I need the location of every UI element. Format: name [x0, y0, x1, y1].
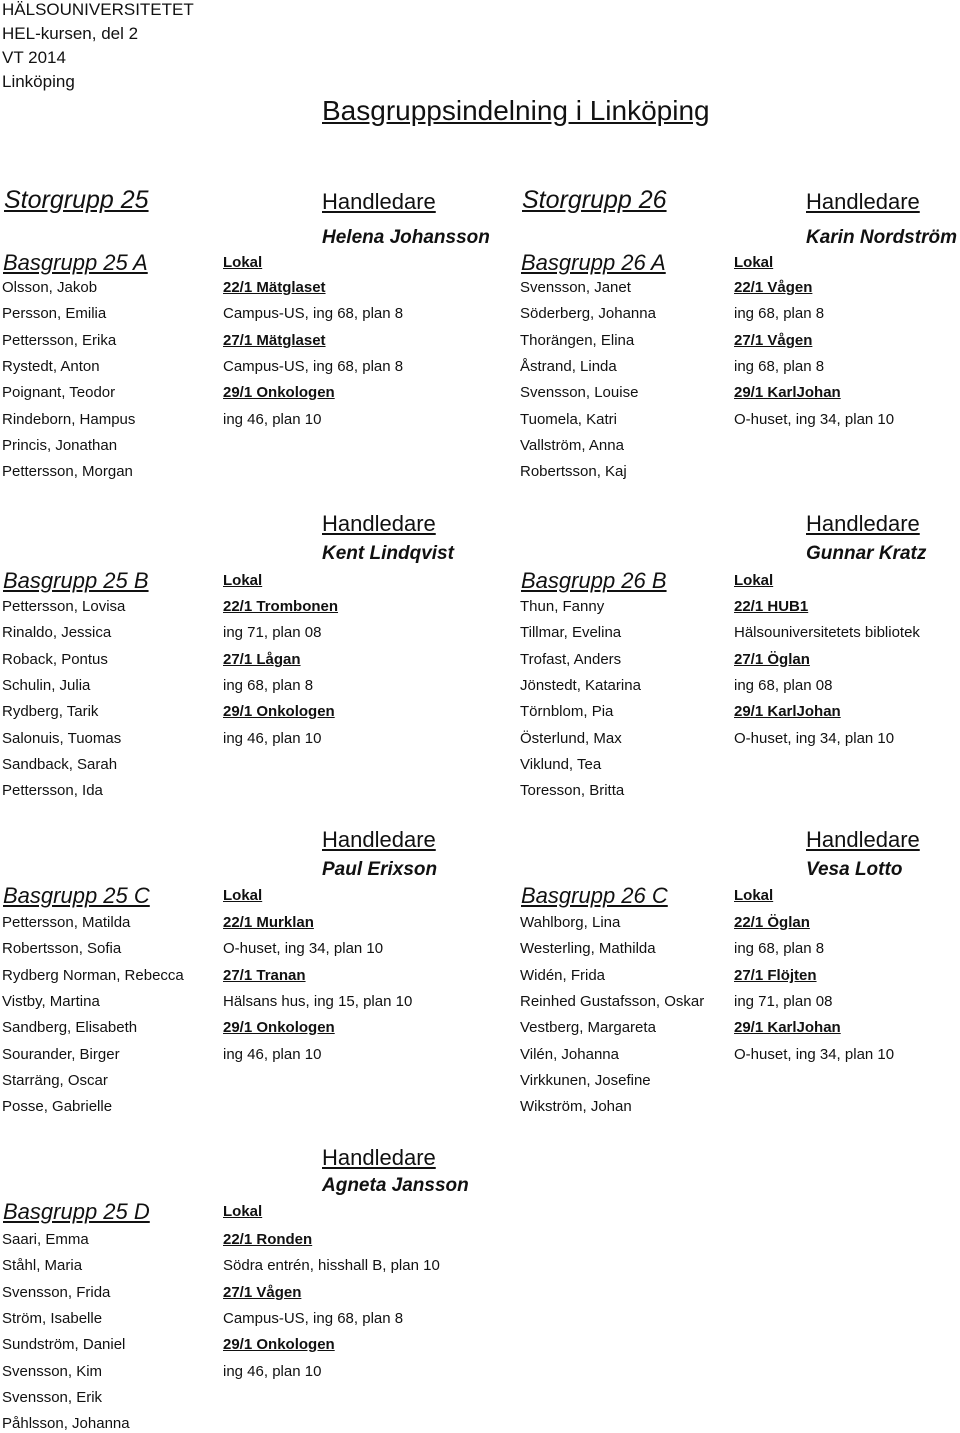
handledare-name: Paul Erixson	[322, 859, 438, 880]
lokal-entry: 29/1 Onkologen	[223, 384, 335, 401]
member-name: Sandback, Sarah	[2, 756, 118, 773]
lokal-entry: 29/1 Onkologen	[223, 1019, 335, 1036]
member-name: Pettersson, Morgan	[2, 463, 133, 480]
basgrupp-heading: Basgrupp 26 A	[521, 250, 666, 275]
lokal-entry: ing 68, plan 8	[223, 677, 314, 694]
lokal-entry: 29/1 KarlJohan	[734, 384, 841, 401]
page-title: Basgruppsindelning i Linköping	[322, 95, 710, 126]
lokal-entry: 22/1 Murklan	[223, 914, 314, 931]
lokal-heading: Lokal	[223, 887, 263, 904]
member-name: Princis, Jonathan	[2, 437, 118, 454]
lokal-entry: 29/1 KarlJohan	[734, 1019, 841, 1036]
lokal-entry: Södra entrén, hisshall B, plan 10	[223, 1257, 440, 1274]
lokal-entry: 22/1 Öglan	[734, 914, 810, 931]
member-name: Jönstedt, Katarina	[520, 677, 641, 694]
member-name: Posse, Gabrielle	[2, 1098, 113, 1115]
lokal-entry: 22/1 Ronden	[223, 1231, 313, 1248]
member-name: Sandberg, Elisabeth	[2, 1019, 138, 1036]
lokal-entry: 29/1 KarlJohan	[734, 703, 841, 720]
lokal-entry: ing 71, plan 08	[734, 993, 833, 1010]
lokal-entry: Campus-US, ing 68, plan 8	[223, 305, 404, 322]
member-name: Widén, Frida	[520, 967, 606, 984]
lokal-entry: 22/1 Trombonen	[223, 598, 339, 615]
lokal-entry: 27/1 Mätglaset	[223, 332, 326, 349]
member-name: Rydberg Norman, Rebecca	[2, 967, 184, 984]
member-name: Reinhed Gustafsson, Oskar	[520, 993, 705, 1010]
member-name: Salonuis, Tuomas	[2, 730, 122, 747]
lokal-entry: 27/1 Vågen	[223, 1284, 302, 1301]
lokal-heading: Lokal	[734, 887, 774, 904]
member-name: Pettersson, Matilda	[2, 914, 131, 931]
handledare-name: Gunnar Kratz	[806, 543, 927, 564]
member-name: Trofast, Anders	[520, 651, 622, 668]
handledare-label: Handledare	[322, 189, 436, 214]
lokal-heading: Lokal	[734, 254, 774, 271]
member-name: Österlund, Max	[520, 730, 622, 747]
lokal-entry: 22/1 Vågen	[734, 279, 813, 296]
member-name: Robertsson, Sofia	[2, 940, 122, 957]
basgrupp-heading: Basgrupp 25 B	[3, 568, 149, 593]
member-name: Pettersson, Erika	[2, 332, 117, 349]
lokal-entry: ing 71, plan 08	[223, 624, 322, 641]
lokal-entry: Hälsouniversitetets bibliotek	[734, 624, 920, 641]
member-name: Ström, Isabelle	[2, 1310, 103, 1327]
handledare-label: Handledare	[322, 827, 436, 852]
basgrupp-heading: Basgrupp 25 C	[3, 883, 150, 908]
lokal-entry: O-huset, ing 34, plan 10	[734, 1046, 895, 1063]
member-name: Åstrand, Linda	[520, 358, 617, 375]
university-name: HÄLSOUNIVERSITETET	[2, 0, 194, 19]
member-name: Svensson, Frida	[2, 1284, 111, 1301]
lokal-entry: ing 46, plan 10	[223, 730, 322, 747]
member-name: Wahlborg, Lina	[520, 914, 621, 931]
term: VT 2014	[2, 48, 66, 67]
member-name: Tillmar, Evelina	[520, 624, 622, 641]
member-name: Olsson, Jakob	[2, 279, 98, 296]
basgrupp-heading: Basgrupp 26 B	[521, 568, 667, 593]
lokal-entry: ing 68, plan 8	[734, 358, 825, 375]
lokal-entry: 27/1 Tranan	[223, 967, 306, 984]
member-name: Rystedt, Anton	[2, 358, 100, 375]
handledare-label: Handledare	[806, 511, 920, 536]
member-name: Thun, Fanny	[520, 598, 605, 615]
lokal-entry: 27/1 Lågan	[223, 651, 301, 668]
member-name: Sourander, Birger	[2, 1046, 120, 1063]
member-name: Söderberg, Johanna	[520, 305, 656, 322]
member-name: Vistby, Martina	[2, 993, 100, 1010]
lokal-entry: Campus-US, ing 68, plan 8	[223, 1310, 404, 1327]
member-name: Schulin, Julia	[2, 677, 91, 694]
member-name: Persson, Emilia	[2, 305, 107, 322]
handledare-label: Handledare	[806, 827, 920, 852]
lokal-entry: 22/1 Mätglaset	[223, 279, 326, 296]
lokal-entry: ing 68, plan 8	[734, 940, 825, 957]
member-name: Vestberg, Margareta	[520, 1019, 656, 1036]
handledare-label: Handledare	[806, 189, 920, 214]
basgrupp-heading: Basgrupp 25 D	[3, 1199, 150, 1224]
lokal-entry: O-huset, ing 34, plan 10	[734, 730, 895, 747]
member-name: Poignant, Teodor	[2, 384, 116, 401]
member-name: Vallström, Anna	[520, 437, 624, 454]
handledare-name: Vesa Lotto	[806, 859, 903, 880]
member-name: Virkkunen, Josefine	[520, 1072, 651, 1089]
lokal-entry: O-huset, ing 34, plan 10	[223, 940, 384, 957]
member-name: Rydberg, Tarik	[2, 703, 99, 720]
member-name: Thorängen, Elina	[520, 332, 635, 349]
member-name: Starräng, Oscar	[2, 1072, 108, 1089]
member-name: Rinaldo, Jessica	[2, 624, 112, 641]
handledare-label: Handledare	[322, 1145, 436, 1170]
lokal-entry: Campus-US, ing 68, plan 8	[223, 358, 404, 375]
member-name: Wikström, Johan	[520, 1098, 632, 1115]
member-name: Pettersson, Ida	[2, 782, 103, 799]
member-name: Sundström, Daniel	[2, 1336, 126, 1353]
lokal-entry: ing 68, plan 8	[734, 305, 825, 322]
member-name: Westerling, Mathilda	[520, 940, 656, 957]
city: Linköping	[2, 72, 75, 91]
member-name: Ståhl, Maria	[2, 1257, 83, 1274]
member-name: Svensson, Louise	[520, 384, 639, 401]
course-name: HEL-kursen, del 2	[2, 24, 139, 43]
lokal-entry: ing 46, plan 10	[223, 411, 322, 428]
member-name: Viklund, Tea	[520, 756, 602, 773]
lokal-heading: Lokal	[734, 572, 774, 589]
lokal-entry: 27/1 Vågen	[734, 332, 813, 349]
storgrupp-25-heading: Storgrupp 25	[4, 186, 149, 214]
lokal-entry: 22/1 HUB1	[734, 598, 809, 615]
member-name: Svensson, Kim	[2, 1363, 103, 1380]
member-name: Påhlsson, Johanna	[2, 1415, 130, 1432]
lokal-heading: Lokal	[223, 254, 263, 271]
member-name: Toresson, Britta	[520, 782, 625, 799]
member-name: Pettersson, Lovisa	[2, 598, 126, 615]
handledare-name: Karin Nordström	[806, 227, 957, 248]
member-name: Tuomela, Katri	[520, 411, 617, 428]
lokal-entry: 27/1 Flöjten	[734, 967, 817, 984]
member-name: Svensson, Janet	[520, 279, 631, 296]
lokal-entry: ing 46, plan 10	[223, 1363, 322, 1380]
handledare-name: Kent Lindqvist	[322, 543, 454, 564]
lokal-entry: 27/1 Öglan	[734, 651, 810, 668]
member-name: Rindeborn, Hampus	[2, 411, 136, 428]
lokal-entry: 29/1 Onkologen	[223, 703, 335, 720]
lokal-entry: ing 46, plan 10	[223, 1046, 322, 1063]
lokal-entry: O-huset, ing 34, plan 10	[734, 411, 895, 428]
lokal-entry: ing 68, plan 08	[734, 677, 833, 694]
member-name: Törnblom, Pia	[520, 703, 614, 720]
basgrupp-heading: Basgrupp 25 A	[3, 250, 148, 275]
storgrupp-26-heading: Storgrupp 26	[522, 186, 667, 214]
basgrupp-heading: Basgrupp 26 C	[521, 883, 668, 908]
member-name: Saari, Emma	[2, 1231, 89, 1248]
handledare-name: Agneta Jansson	[322, 1175, 469, 1196]
lokal-entry: 29/1 Onkologen	[223, 1336, 335, 1353]
member-name: Vilén, Johanna	[520, 1046, 619, 1063]
lokal-heading: Lokal	[223, 1203, 263, 1220]
lokal-entry: Hälsans hus, ing 15, plan 10	[223, 993, 413, 1010]
member-name: Svensson, Erik	[2, 1389, 103, 1406]
handledare-label: Handledare	[322, 511, 436, 536]
member-name: Robertsson, Kaj	[520, 463, 627, 480]
handledare-name: Helena Johansson	[322, 227, 490, 248]
lokal-heading: Lokal	[223, 572, 263, 589]
member-name: Roback, Pontus	[2, 651, 108, 668]
